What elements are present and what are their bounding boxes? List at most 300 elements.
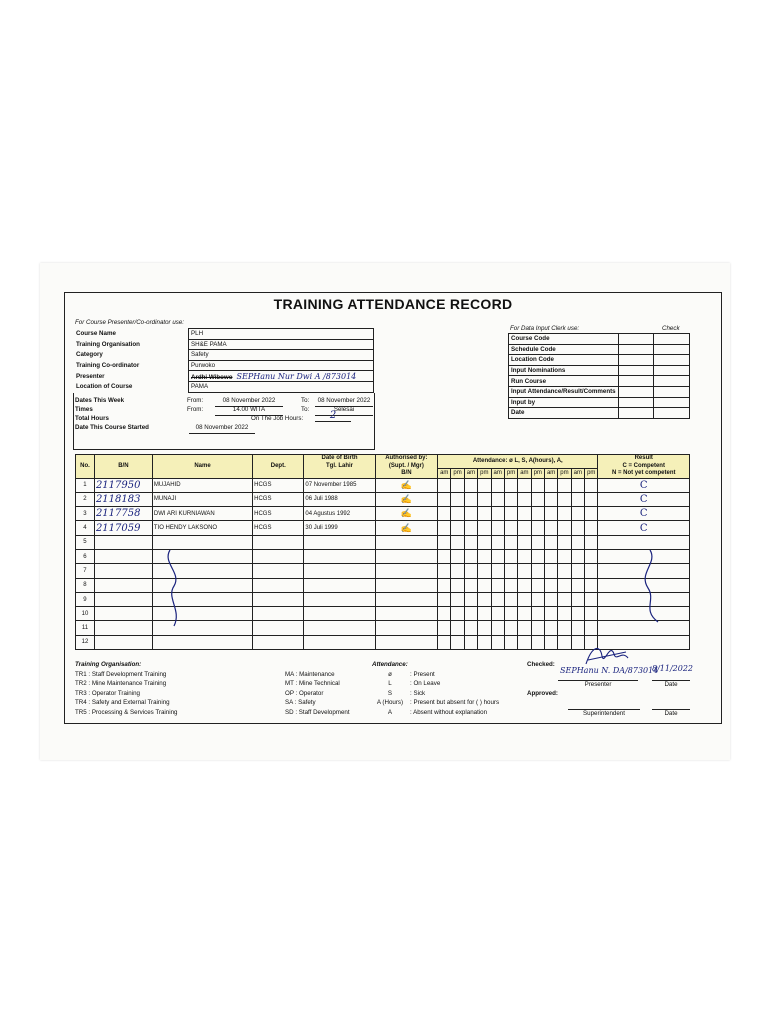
approved-label: Approved: <box>527 690 558 697</box>
attendance-cell <box>451 592 464 606</box>
row-authorisation <box>375 607 437 621</box>
col-dept: Dept. <box>253 455 304 479</box>
attendance-cell <box>478 635 491 649</box>
row-authorisation <box>375 549 437 563</box>
clerk-row-label: Location Code <box>509 355 619 366</box>
row-bn <box>94 607 152 621</box>
result-c: C = Competent <box>622 462 665 469</box>
table-row <box>76 478 690 492</box>
row-dob: 04 Agustus 1992 <box>304 507 375 521</box>
attendance-cell <box>504 578 517 592</box>
row-bn: 2118183 <box>94 492 152 506</box>
attendance-cell <box>438 635 451 649</box>
course-info-value-text: Purwoko <box>191 362 216 370</box>
att-code: ø <box>388 670 392 678</box>
attendance-cell <box>438 478 451 492</box>
result-label: Result <box>634 455 653 461</box>
course-info-value-text: PAMA <box>191 383 209 391</box>
course-info-row <box>74 371 374 382</box>
attendance-cell <box>504 478 517 492</box>
row-bn <box>94 635 152 649</box>
handwritten-squiggle-left <box>160 548 190 628</box>
handwritten-squiggle-right <box>636 548 666 628</box>
attendance-cell <box>478 507 491 521</box>
clerk-cell <box>618 376 654 387</box>
table-row <box>76 521 690 535</box>
attendance-cell <box>558 635 571 649</box>
row-number: 9 <box>76 592 95 606</box>
attendance-cell <box>504 592 517 606</box>
dept-item: SA : Safety <box>285 699 316 707</box>
row-number: 6 <box>76 549 95 563</box>
clerk-cell <box>618 334 654 345</box>
attendance-cell <box>544 507 557 521</box>
att-descs <box>410 670 499 718</box>
row-dob <box>304 592 375 606</box>
clerk-row <box>509 397 690 408</box>
attendance-cell <box>451 578 464 592</box>
attendance-cell <box>518 549 531 563</box>
times-label: Times <box>75 406 93 413</box>
clerk-row-label: Date <box>509 408 619 419</box>
att-desc: : Present but absent for ( ) hours <box>410 699 500 707</box>
course-info-label: Location of Course <box>76 383 133 391</box>
course-info-row <box>74 381 374 392</box>
attendance-cell <box>544 621 557 635</box>
attendance-cell <box>491 592 504 606</box>
attendance-cell <box>544 549 557 563</box>
auth-label: Authorised by: <box>385 455 428 461</box>
attendance-cell <box>491 492 504 506</box>
col-no: No. <box>76 455 95 479</box>
attendance-cell <box>585 592 598 606</box>
clerk-cell <box>654 355 690 366</box>
course-info-row <box>74 339 374 350</box>
course-info-value <box>189 381 374 392</box>
attendance-cell <box>518 535 531 549</box>
col-result <box>598 455 690 479</box>
row-dob <box>304 549 375 563</box>
attendance-cell <box>558 478 571 492</box>
row-number: 8 <box>76 578 95 592</box>
row-authorisation: ✍ <box>375 507 437 521</box>
presenter-use-label: For Course Presenter/Co-ordinator use: <box>75 319 185 326</box>
attendance-cell <box>438 564 451 578</box>
row-dob <box>304 607 375 621</box>
to-label: To: <box>301 397 310 404</box>
att-desc: : Sick <box>410 689 426 697</box>
attendance-cell <box>558 521 571 535</box>
date-to: 08 November 2022 <box>315 396 373 407</box>
dept-item: OP : Operator <box>285 689 324 697</box>
row-number: 11 <box>76 621 95 635</box>
course-info-label: Presenter <box>76 372 105 380</box>
attendance-cell <box>451 564 464 578</box>
ampm-header: am <box>518 469 531 478</box>
org-item: TR1 : Staff Development Training <box>75 670 167 678</box>
attendance-cell <box>451 607 464 621</box>
clerk-cell <box>618 408 654 419</box>
course-info-value-text: Ardhi Wibowo <box>191 373 233 381</box>
attendance-cell <box>585 521 598 535</box>
row-number: 7 <box>76 564 95 578</box>
attendance-cell <box>464 478 477 492</box>
attendance-cell <box>491 607 504 621</box>
ampm-header: pm <box>504 469 517 478</box>
result-n: N = Not yet competent <box>611 470 676 476</box>
dob-label: Date of Birth <box>321 455 358 461</box>
schedule-box <box>73 393 375 450</box>
attendance-cell <box>571 621 584 635</box>
attendance-cell <box>558 578 571 592</box>
clerk-cell <box>654 376 690 387</box>
attendance-cell <box>504 564 517 578</box>
attendance-cell <box>544 578 557 592</box>
attendance-cell <box>571 607 584 621</box>
attendance-cell <box>518 635 531 649</box>
attendance-cell <box>531 578 544 592</box>
att-code: A (Hours) <box>376 699 404 707</box>
form-title: TRAINING ATTENDANCE RECORD <box>273 296 513 312</box>
clerk-cell <box>654 408 690 419</box>
attendance-cell <box>478 607 491 621</box>
started-date: 08 November 2022 <box>189 423 255 434</box>
clerk-row-label: Schedule Code <box>509 344 619 355</box>
clerk-cell <box>618 365 654 376</box>
attendance-cell <box>571 592 584 606</box>
attendance-cell <box>544 521 557 535</box>
attendance-cell <box>464 607 477 621</box>
attendance-cell <box>585 621 598 635</box>
row-number: 1 <box>76 478 95 492</box>
attendance-cell <box>478 478 491 492</box>
clerk-row <box>509 344 690 355</box>
course-info-label: Course Name <box>76 330 116 338</box>
row-number: 4 <box>76 521 95 535</box>
attendance-cell <box>478 592 491 606</box>
course-info-value-text: PLH <box>191 330 204 338</box>
footer-depts <box>285 670 350 718</box>
attendance-cell <box>585 507 598 521</box>
attendance-cell <box>464 621 477 635</box>
row-dept <box>253 635 304 649</box>
attendance-cell <box>531 507 544 521</box>
row-name: MUNAJI <box>152 492 252 506</box>
row-dept <box>253 549 304 563</box>
attendance-cell <box>438 621 451 635</box>
attendance-cell <box>438 521 451 535</box>
check-label: Check <box>662 325 680 332</box>
table-row <box>76 492 690 506</box>
row-bn: 2117950 <box>94 478 152 492</box>
attendance-cell <box>491 535 504 549</box>
attendance-cell <box>464 521 477 535</box>
clerk-table <box>508 333 690 419</box>
attendance-cell <box>531 564 544 578</box>
course-info-value-text: Safety <box>191 351 209 359</box>
attendance-cell <box>451 621 464 635</box>
sign-date: 8/11/2022 <box>652 664 694 673</box>
att-title: Attendance: <box>372 661 408 668</box>
attendance-cell <box>558 549 571 563</box>
course-info-row <box>74 360 374 371</box>
attendance-cell <box>585 607 598 621</box>
row-authorisation <box>375 535 437 549</box>
row-authorisation: ✍ <box>375 478 437 492</box>
ampm-header: am <box>544 469 557 478</box>
att-code: A <box>387 708 393 716</box>
row-result: C <box>598 507 690 521</box>
org-title: Training Organisation: <box>75 661 142 668</box>
clerk-row <box>509 376 690 387</box>
attendance-cell <box>478 521 491 535</box>
row-dob <box>304 635 375 649</box>
course-info-table <box>74 328 374 393</box>
attendance-cell <box>504 549 517 563</box>
checked-label: Checked: <box>527 661 555 668</box>
row-result: C <box>598 492 690 506</box>
row-bn <box>94 564 152 578</box>
date-caption-2: Date <box>664 710 678 717</box>
row-dept: HCGS <box>253 507 304 521</box>
ampm-header: pm <box>531 469 544 478</box>
row-authorisation <box>375 635 437 649</box>
attendance-cell <box>491 578 504 592</box>
attendance-cell <box>571 521 584 535</box>
clerk-row <box>509 334 690 345</box>
row-bn: 2117059 <box>94 521 152 535</box>
attendance-cell <box>464 507 477 521</box>
time-to-label: To: <box>301 406 310 413</box>
attendance-cell <box>518 592 531 606</box>
attendance-cell <box>585 564 598 578</box>
auth-label-2: (Supt. / Mgr) <box>388 462 424 469</box>
attendance-cell <box>544 592 557 606</box>
row-number: 12 <box>76 635 95 649</box>
attendance-cell <box>558 507 571 521</box>
row-dept: HCGS <box>253 521 304 535</box>
clerk-row <box>509 355 690 366</box>
attendance-cell <box>571 492 584 506</box>
clerk-row <box>509 386 690 397</box>
attendance-cell <box>464 492 477 506</box>
attendance-cell <box>451 549 464 563</box>
date-caption: Date <box>664 681 678 688</box>
clerk-row <box>509 408 690 419</box>
attendance-cell <box>451 507 464 521</box>
row-authorisation <box>375 621 437 635</box>
attendance-cell <box>518 521 531 535</box>
course-info-value <box>189 360 374 371</box>
attendance-cell <box>571 478 584 492</box>
clerk-cell <box>654 397 690 408</box>
attendance-cell <box>531 535 544 549</box>
course-info-row <box>74 350 374 361</box>
row-authorisation <box>375 592 437 606</box>
attendance-cell <box>464 549 477 563</box>
attendance-cell <box>438 535 451 549</box>
time-from: 14.00 WITA <box>215 405 283 416</box>
row-dept: HCGS <box>253 492 304 506</box>
course-info-value <box>189 371 374 382</box>
presenter-caption: Presenter <box>584 681 612 688</box>
attendance-cell <box>544 535 557 549</box>
attendance-cell <box>464 578 477 592</box>
attendance-cell <box>464 535 477 549</box>
att-desc: : On Leave <box>410 680 441 688</box>
col-bn: B/N <box>94 455 152 479</box>
dept-item: MA : Maintenance <box>285 670 335 678</box>
attendance-cell <box>531 607 544 621</box>
ampm-header: pm <box>478 469 491 478</box>
date-from: 08 November 2022 <box>215 396 283 407</box>
course-info-label: Training Organisation <box>76 340 140 348</box>
attendance-cell <box>585 549 598 563</box>
clerk-cell <box>618 397 654 408</box>
att-code: L <box>388 680 392 688</box>
attendance-cell <box>544 564 557 578</box>
attendance-cell <box>478 549 491 563</box>
clerk-row-label: Input Attendance/Result/Comments <box>509 386 619 397</box>
attendance-cell <box>491 507 504 521</box>
attendance-cell <box>518 564 531 578</box>
row-dob: 30 Juli 1999 <box>304 521 375 535</box>
row-result: C <box>598 521 690 535</box>
attendance-cell <box>504 507 517 521</box>
attendance-cell <box>585 578 598 592</box>
row-bn <box>94 535 152 549</box>
att-code: S <box>387 689 393 697</box>
attendance-cell <box>504 635 517 649</box>
attendance-cell <box>571 578 584 592</box>
attendance-cell <box>518 621 531 635</box>
attendance-cell <box>571 507 584 521</box>
row-name: MUJAHID <box>152 478 252 492</box>
row-authorisation <box>375 564 437 578</box>
attendance-cell <box>491 621 504 635</box>
clerk-row-label: Input by <box>509 397 619 408</box>
attendance-cell <box>518 607 531 621</box>
started-label: Date This Course Started <box>75 424 149 431</box>
attendance-cell <box>558 535 571 549</box>
row-authorisation: ✍ <box>375 492 437 506</box>
attendance-cell <box>531 492 544 506</box>
row-bn <box>94 621 152 635</box>
attendance-cell <box>504 521 517 535</box>
attendance-cell <box>544 492 557 506</box>
att-codes <box>372 670 408 718</box>
row-dob <box>304 535 375 549</box>
attendance-cell <box>518 492 531 506</box>
attendance-cell <box>438 578 451 592</box>
row-name: DWI ARI KURNIAWAN <box>152 507 252 521</box>
attendance-cell <box>558 607 571 621</box>
attendance-cell <box>491 478 504 492</box>
row-result: C <box>598 478 690 492</box>
row-name <box>152 635 252 649</box>
row-bn <box>94 549 152 563</box>
course-info-value <box>189 350 374 361</box>
col-auth <box>375 455 437 479</box>
attendance-cell <box>478 535 491 549</box>
course-info-value <box>189 339 374 350</box>
attendance-cell <box>478 564 491 578</box>
attendance-cell <box>544 478 557 492</box>
attendance-cell <box>518 578 531 592</box>
from-label: From: <box>187 397 204 404</box>
row-dob <box>304 564 375 578</box>
superintendent-caption: Superintendent <box>583 710 625 717</box>
attendance-cell <box>558 492 571 506</box>
row-number: 2 <box>76 492 95 506</box>
course-info-row <box>74 329 374 340</box>
clerk-cell <box>654 334 690 345</box>
attendance-cell <box>518 478 531 492</box>
attendance-cell <box>438 607 451 621</box>
col-dob <box>304 455 375 479</box>
clerk-cell <box>618 344 654 355</box>
attendance-cell <box>585 478 598 492</box>
clerk-row-label: Run Course <box>509 376 619 387</box>
org-item: TR4 : Safety and External Training <box>75 699 170 707</box>
row-authorisation <box>375 578 437 592</box>
auth-label-3: B/N <box>401 470 412 476</box>
dob-label-2: Tgl. Lahir <box>326 462 354 469</box>
org-item: TR2 : Mine Maintenance Training <box>75 680 167 688</box>
attendance-cell <box>464 635 477 649</box>
clerk-label: For Data Input Clerk use: <box>510 325 580 332</box>
attendance-cell <box>585 492 598 506</box>
ampm-header: am <box>571 469 584 478</box>
row-number: 3 <box>76 507 95 521</box>
row-dept: HCGS <box>253 478 304 492</box>
dept-item: SD : Staff Development <box>285 708 350 716</box>
attendance-cell <box>531 478 544 492</box>
attendance-cell <box>451 535 464 549</box>
attendance-cell <box>438 492 451 506</box>
attendance-cell <box>504 607 517 621</box>
att-desc: : Present <box>410 670 435 678</box>
attendance-cell <box>491 564 504 578</box>
attendance-cell <box>531 521 544 535</box>
col-attendance: Attendance: ø L, S, A(hours), A, <box>438 455 598 469</box>
row-dob <box>304 578 375 592</box>
clerk-cell <box>654 344 690 355</box>
course-info-value <box>189 329 374 340</box>
course-info-label: Category <box>76 351 103 359</box>
table-row <box>76 507 690 521</box>
attendance-cell <box>464 592 477 606</box>
attendance-cell <box>504 535 517 549</box>
attendance-cell <box>491 521 504 535</box>
attendance-cell <box>478 621 491 635</box>
total-hours-label: Total Hours <box>75 415 109 422</box>
attendance-cell <box>558 621 571 635</box>
row-authorisation: ✍ <box>375 521 437 535</box>
clerk-cell <box>654 365 690 376</box>
clerk-cell <box>618 355 654 366</box>
course-info-value-text: SH&E PAMA <box>191 340 227 348</box>
time-to: Selesai <box>315 405 373 416</box>
attendance-cell <box>531 549 544 563</box>
row-dob: 07 November 1985 <box>304 478 375 492</box>
row-dept <box>253 621 304 635</box>
col-name: Name <box>152 455 252 479</box>
clerk-row-label: Course Code <box>509 334 619 345</box>
row-dept <box>253 564 304 578</box>
ampm-header: am <box>438 469 451 478</box>
presenter-handwritten-name: SEPHanu N. DA/873014 <box>560 666 659 675</box>
